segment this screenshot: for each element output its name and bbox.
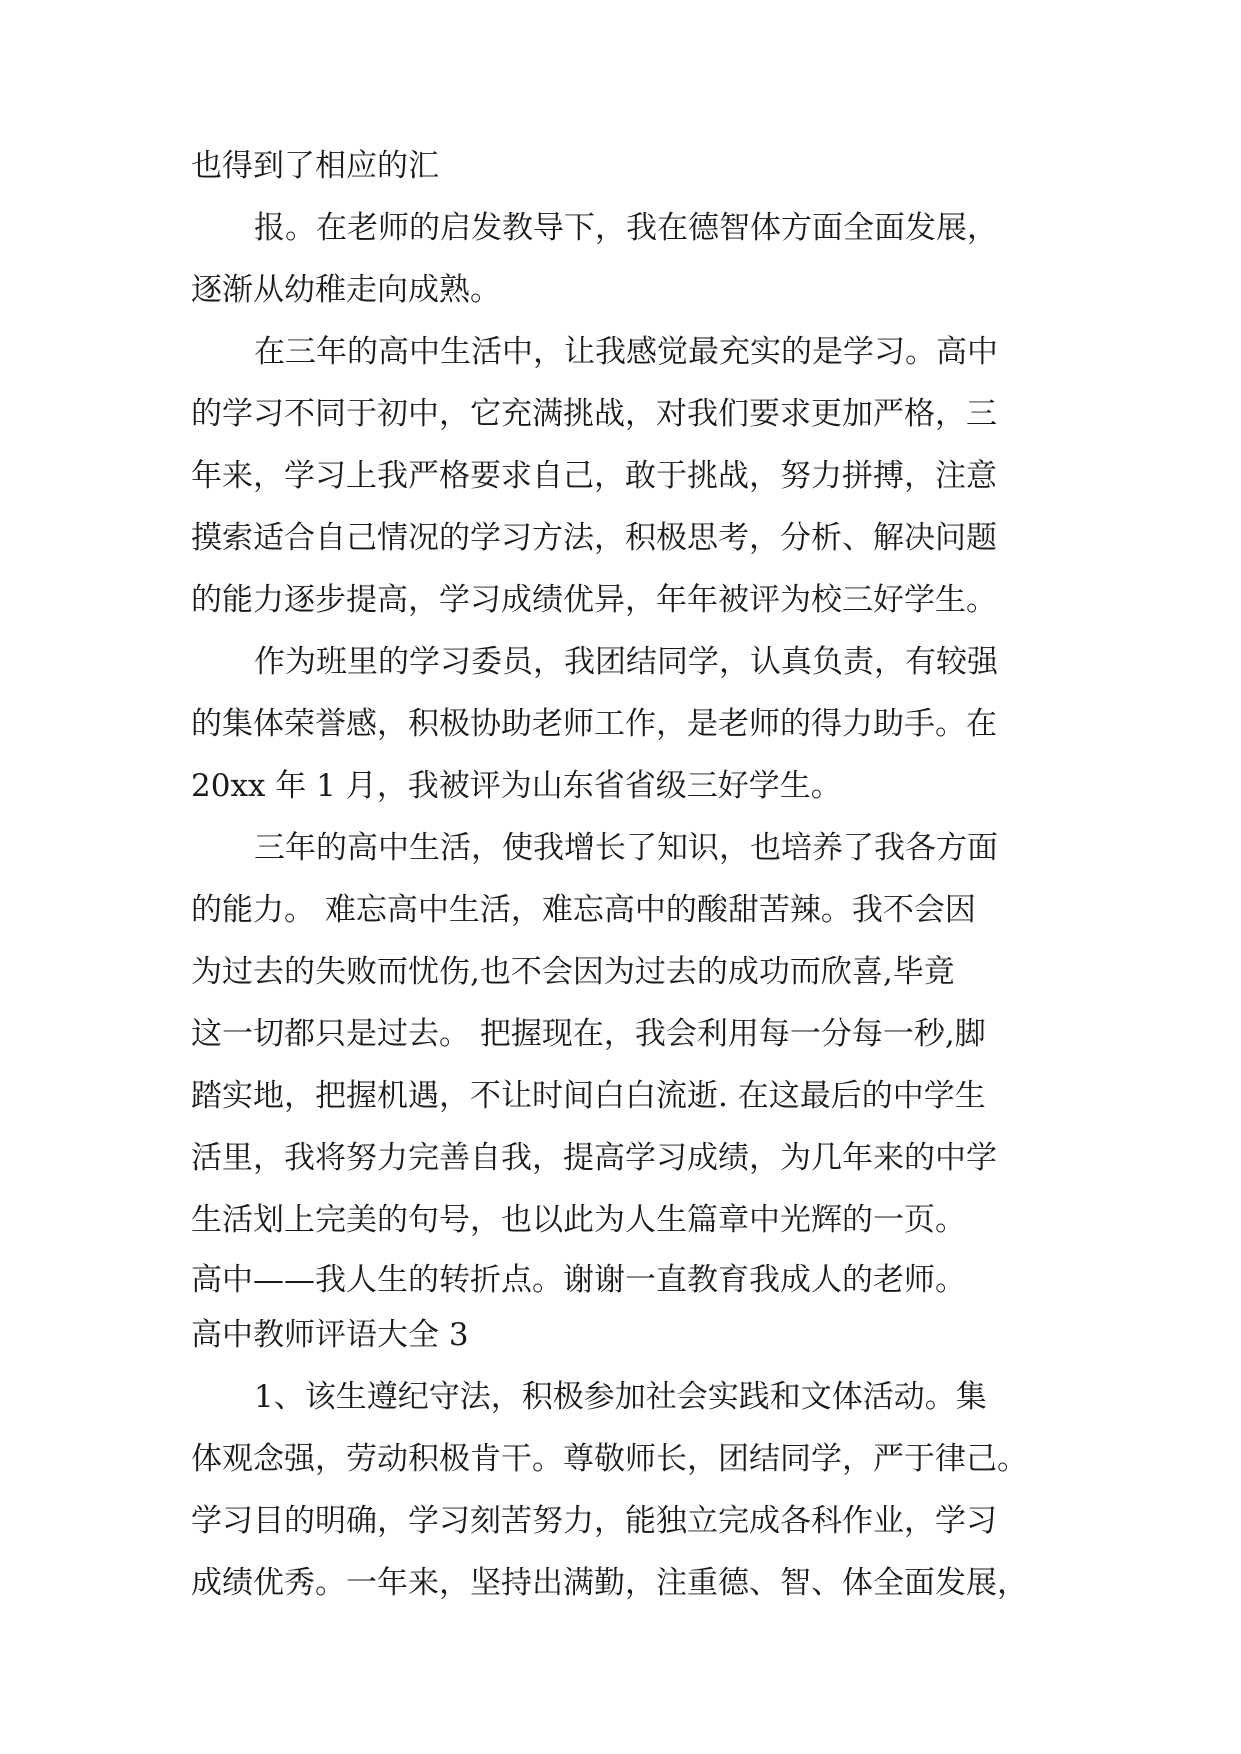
text-line: 的能力。 难忘高中生活，难忘高中的酸甜苦辣。我不会因 bbox=[191, 892, 976, 928]
text-line: 20xx 年 1 月，我被评为山东省省级三好学生。 bbox=[191, 768, 842, 804]
text-line: 为过去的失败而忧伤,也不会因为过去的成功而欣喜,毕竟 bbox=[191, 954, 955, 990]
text-line: 生活划上完美的句号，也以此为人生篇章中光辉的一页。 bbox=[191, 1202, 966, 1238]
text-line: 年来，学习上我严格要求自己，敢于挑战，努力拼搏，注意 bbox=[191, 458, 997, 494]
text-line: 活里，我将努力完善自我，提高学习成绩，为几年来的中学 bbox=[191, 1140, 997, 1176]
text-line: 作为班里的学习委员，我团结同学，认真负责，有较强 bbox=[254, 644, 998, 680]
text-line: 体观念强，劳动积极肯干。尊敬师长，团结同学，严于律己。 bbox=[191, 1441, 1028, 1477]
text-line: 高中——我人生的转折点。谢谢一直教育我成人的老师。 bbox=[191, 1262, 966, 1298]
text-line: 踏实地，把握机遇，不让时间白白流逝. 在这最后的中学生 bbox=[191, 1078, 986, 1114]
text-line: 也得到了相应的汇 bbox=[191, 148, 439, 184]
text-line: 在三年的高中生活中，让我感觉最充实的是学习。高中 bbox=[254, 334, 998, 370]
text-line: 的学习不同于初中，它充满挑战，对我们要求更加严格，三 bbox=[191, 396, 997, 432]
text-line: 摸索适合自己情况的学习方法，积极思考，分析、解决问题 bbox=[191, 520, 997, 556]
text-line: 的能力逐步提高，学习成绩优异，年年被评为校三好学生。 bbox=[191, 582, 997, 618]
text-line: 学习目的明确，学习刻苦努力，能独立完成各科作业，学习 bbox=[191, 1503, 997, 1539]
text-line: 成绩优秀。一年来，坚持出满勤，注重德、智、体全面发展， bbox=[191, 1565, 1028, 1601]
text-line: 这一切都只是过去。 把握现在，我会利用每一分每一秒,脚 bbox=[191, 1016, 986, 1052]
text-line: 1、该生遵纪守法，积极参加社会实践和文体活动。集 bbox=[254, 1379, 987, 1415]
text-line: 的集体荣誉感，积极协助老师工作，是老师的得力助手。在 bbox=[191, 706, 997, 742]
text-line: 三年的高中生活，使我增长了知识，也培养了我各方面 bbox=[254, 830, 998, 866]
text-line: 逐渐从幼稚走向成熟。 bbox=[191, 272, 501, 308]
section-heading: 高中教师评语大全 3 bbox=[191, 1317, 469, 1353]
text-line: 报。在老师的启发教导下，我在德智体方面全面发展， bbox=[254, 210, 998, 246]
